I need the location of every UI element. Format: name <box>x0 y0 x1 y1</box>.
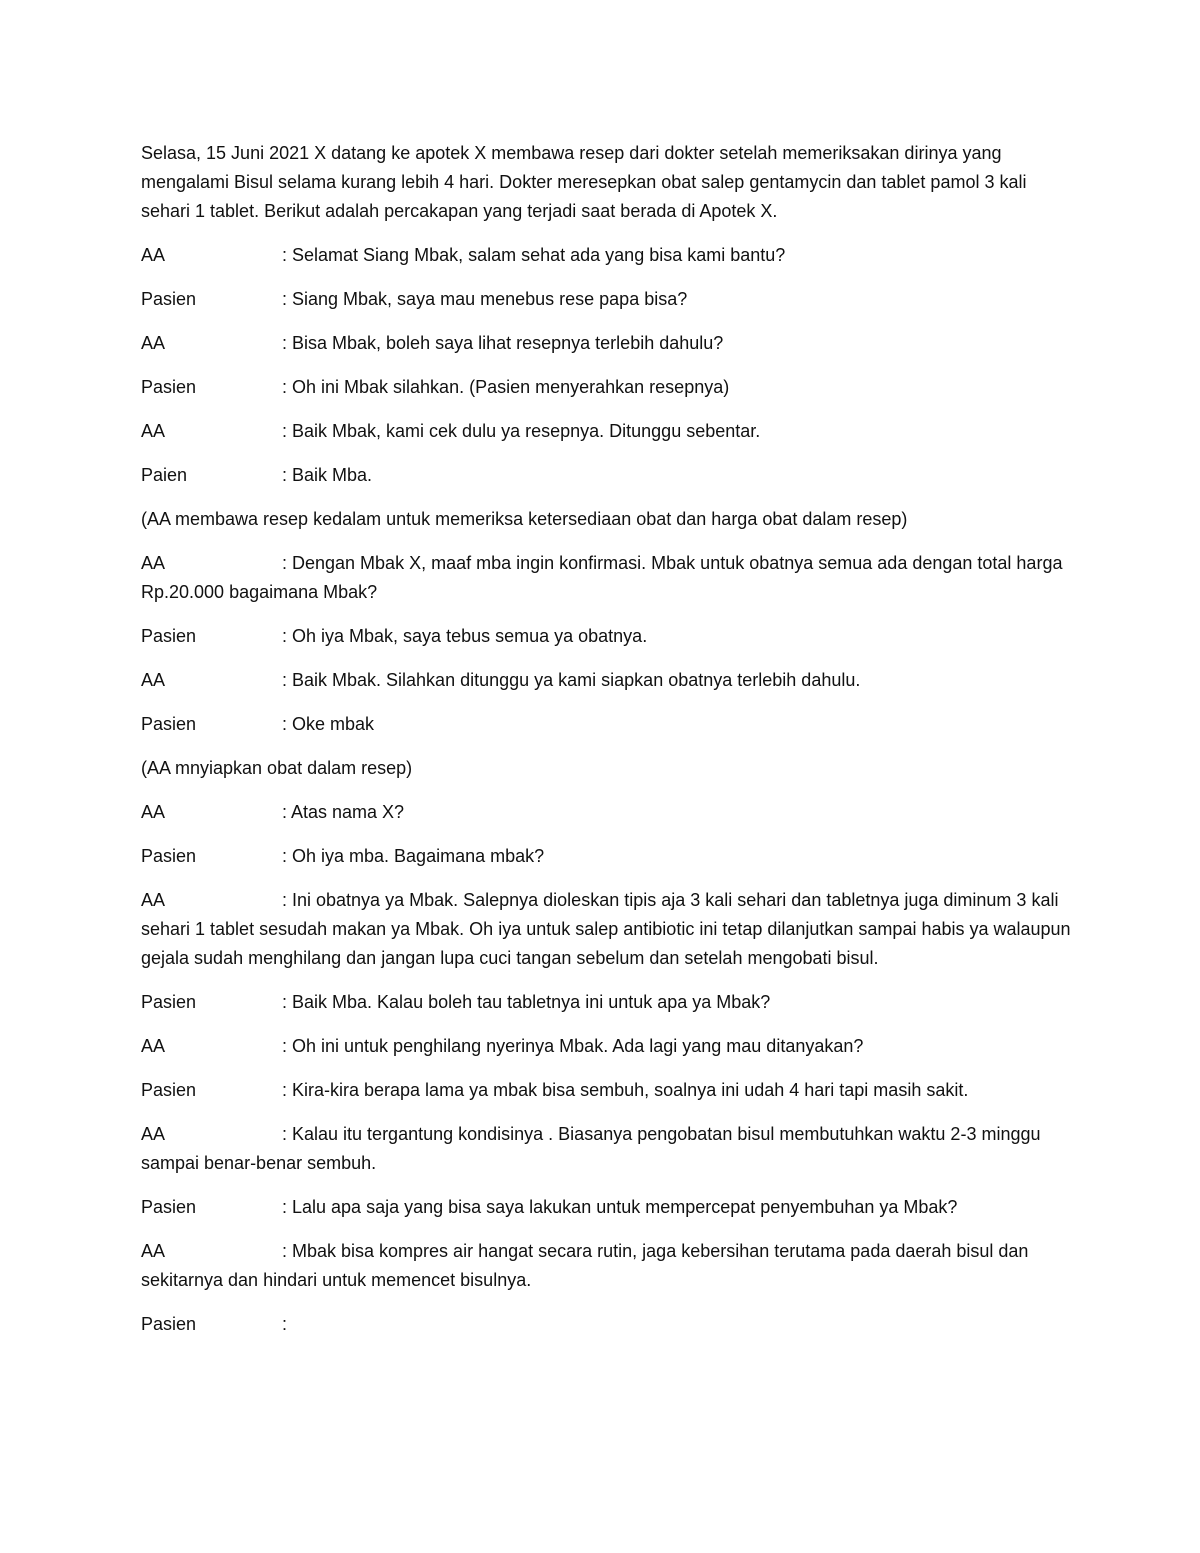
speaker-label: AA <box>141 670 166 690</box>
dialogue-text: : Oh iya Mbak, saya tebus semua ya obatnya. <box>282 626 648 646</box>
dialogue-line <box>141 241 1071 270</box>
dialogue-line <box>141 285 1071 314</box>
dialogue-text: : Baik Mbak. Silahkan ditunggu ya kami siapkan obatnya terlebih dahulu. <box>282 670 861 690</box>
dialogue-text: : Kira-kira berapa lama ya mbak bisa sembuh, soalnya ini udah 4 hari tapi masih sakit. <box>282 1080 969 1100</box>
dialogue-line <box>141 461 1071 490</box>
dialogue-text: : Baik Mba. Kalau boleh tau tabletnya ini untuk apa ya Mbak? <box>282 992 771 1012</box>
dialogue-line <box>141 373 1071 402</box>
speaker-label: Pasien <box>141 626 197 646</box>
speaker-label: AA <box>141 245 166 265</box>
speaker-label: Pasien <box>141 992 197 1012</box>
speaker-label: AA <box>141 553 166 573</box>
dialogue-line <box>141 1310 1071 1339</box>
dialogue-line <box>141 886 1071 973</box>
dialogue-line <box>141 1076 1071 1105</box>
intro-paragraph: Selasa, 15 Juni 2021 X datang ke apotek X membawa resep dari dokter setelah memeriksakan dirinya yang mengalami Bisul selama kurang lebih 4 hari. Dokter meresepkan obat salep gentamycin dan tablet pamol 3 kali sehari 1 tablet. Berikut adalah percakapan yang terjadi saat berada di Apotek X. <box>141 143 1027 221</box>
speaker-label: AA <box>141 802 166 822</box>
dialogue-text: : Siang Mbak, saya mau menebus rese papa bisa? <box>282 289 688 309</box>
dialogue-line <box>141 417 1071 446</box>
dialogue-text: : Kalau itu tergantung kondisinya . Biasanya pengobatan bisul membutuhkan waktu 2-3 minggu sampai benar-benar sembuh. <box>141 1124 1041 1173</box>
dialogue-text: : Oh iya mba. Bagaimana mbak? <box>282 846 545 866</box>
speaker-label: AA <box>141 421 166 441</box>
dialogue-text: : Oh ini untuk penghilang nyerinya Mbak. Ada lagi yang mau ditanyakan? <box>282 1036 864 1056</box>
dialogue-text: : Ini obatnya ya Mbak. Salepnya dioleskan tipis aja 3 kali sehari dan tabletnya juga diminum 3 kali sehari 1 tablet sesudah makan ya Mbak. Oh iya untuk salep antibiotic ini tetap dilanjutkan sampai habis ya walaupun gejala sudah menghilang dan jangan lupa cuci tangan sebelum dan setelah mengobati bisul. <box>141 890 1071 968</box>
dialogue-text: : Atas nama X? <box>282 802 405 822</box>
dialogue-text: : Mbak bisa kompres air hangat secara rutin, jaga kebersihan terutama pada daerah bisul dan sekitarnya dan hindari untuk memencet bisulnya. <box>141 1241 1029 1290</box>
dialogue-text: : Oke mbak <box>282 714 375 734</box>
dialogue-text: : <box>282 1314 288 1334</box>
speaker-label: Paien <box>141 465 188 485</box>
dialogue-line <box>141 1120 1071 1178</box>
speaker-label: AA <box>141 1036 166 1056</box>
dialogue-text: : Baik Mbak, kami cek dulu ya resepnya. Ditunggu sebentar. <box>282 421 761 441</box>
dialogue-line <box>141 329 1071 358</box>
speaker-label: Pasien <box>141 289 197 309</box>
speaker-label: Pasien <box>141 1080 197 1100</box>
dialogue-text: : Baik Mba. <box>282 465 373 485</box>
speaker-label: Pasien <box>141 1197 197 1217</box>
dialogue-line <box>141 622 1071 651</box>
speaker-label: AA <box>141 1124 166 1144</box>
dialogue-line <box>141 1032 1071 1061</box>
speaker-label: AA <box>141 1241 166 1261</box>
dialogue-line <box>141 1237 1071 1295</box>
speaker-label: AA <box>141 890 166 910</box>
dialogue-line <box>141 842 1071 871</box>
dialogue-text: : Selamat Siang Mbak, salam sehat ada yang bisa kami bantu? <box>282 245 786 265</box>
dialogue-line <box>141 549 1071 607</box>
speaker-label: Pasien <box>141 1314 197 1334</box>
dialogue-line <box>141 1193 1071 1222</box>
document-page <box>141 139 1071 1354</box>
speaker-label: Pasien <box>141 846 197 866</box>
speaker-label: AA <box>141 333 166 353</box>
speaker-label: Pasien <box>141 377 197 397</box>
dialogue-line <box>141 798 1071 827</box>
dialogue-text: : Dengan Mbak X, maaf mba ingin konfirmasi. Mbak untuk obatnya semua ada dengan total harga Rp.20.000 bagaimana Mbak? <box>141 553 1063 602</box>
stage-note: (AA mnyiapkan obat dalam resep) <box>141 758 413 778</box>
dialogue-line <box>141 988 1071 1017</box>
dialogue-text: : Oh ini Mbak silahkan. (Pasien menyerahkan resepnya) <box>282 377 730 397</box>
dialogue-line <box>141 710 1071 739</box>
dialogue-text: : Bisa Mbak, boleh saya lihat resepnya terlebih dahulu? <box>282 333 724 353</box>
stage-note: (AA membawa resep kedalam untuk memeriksa ketersediaan obat dan harga obat dalam resep) <box>141 509 908 529</box>
speaker-label: Pasien <box>141 714 197 734</box>
dialogue-line <box>141 666 1071 695</box>
dialogue-text: : Lalu apa saja yang bisa saya lakukan untuk mempercepat penyembuhan ya Mbak? <box>282 1197 958 1217</box>
